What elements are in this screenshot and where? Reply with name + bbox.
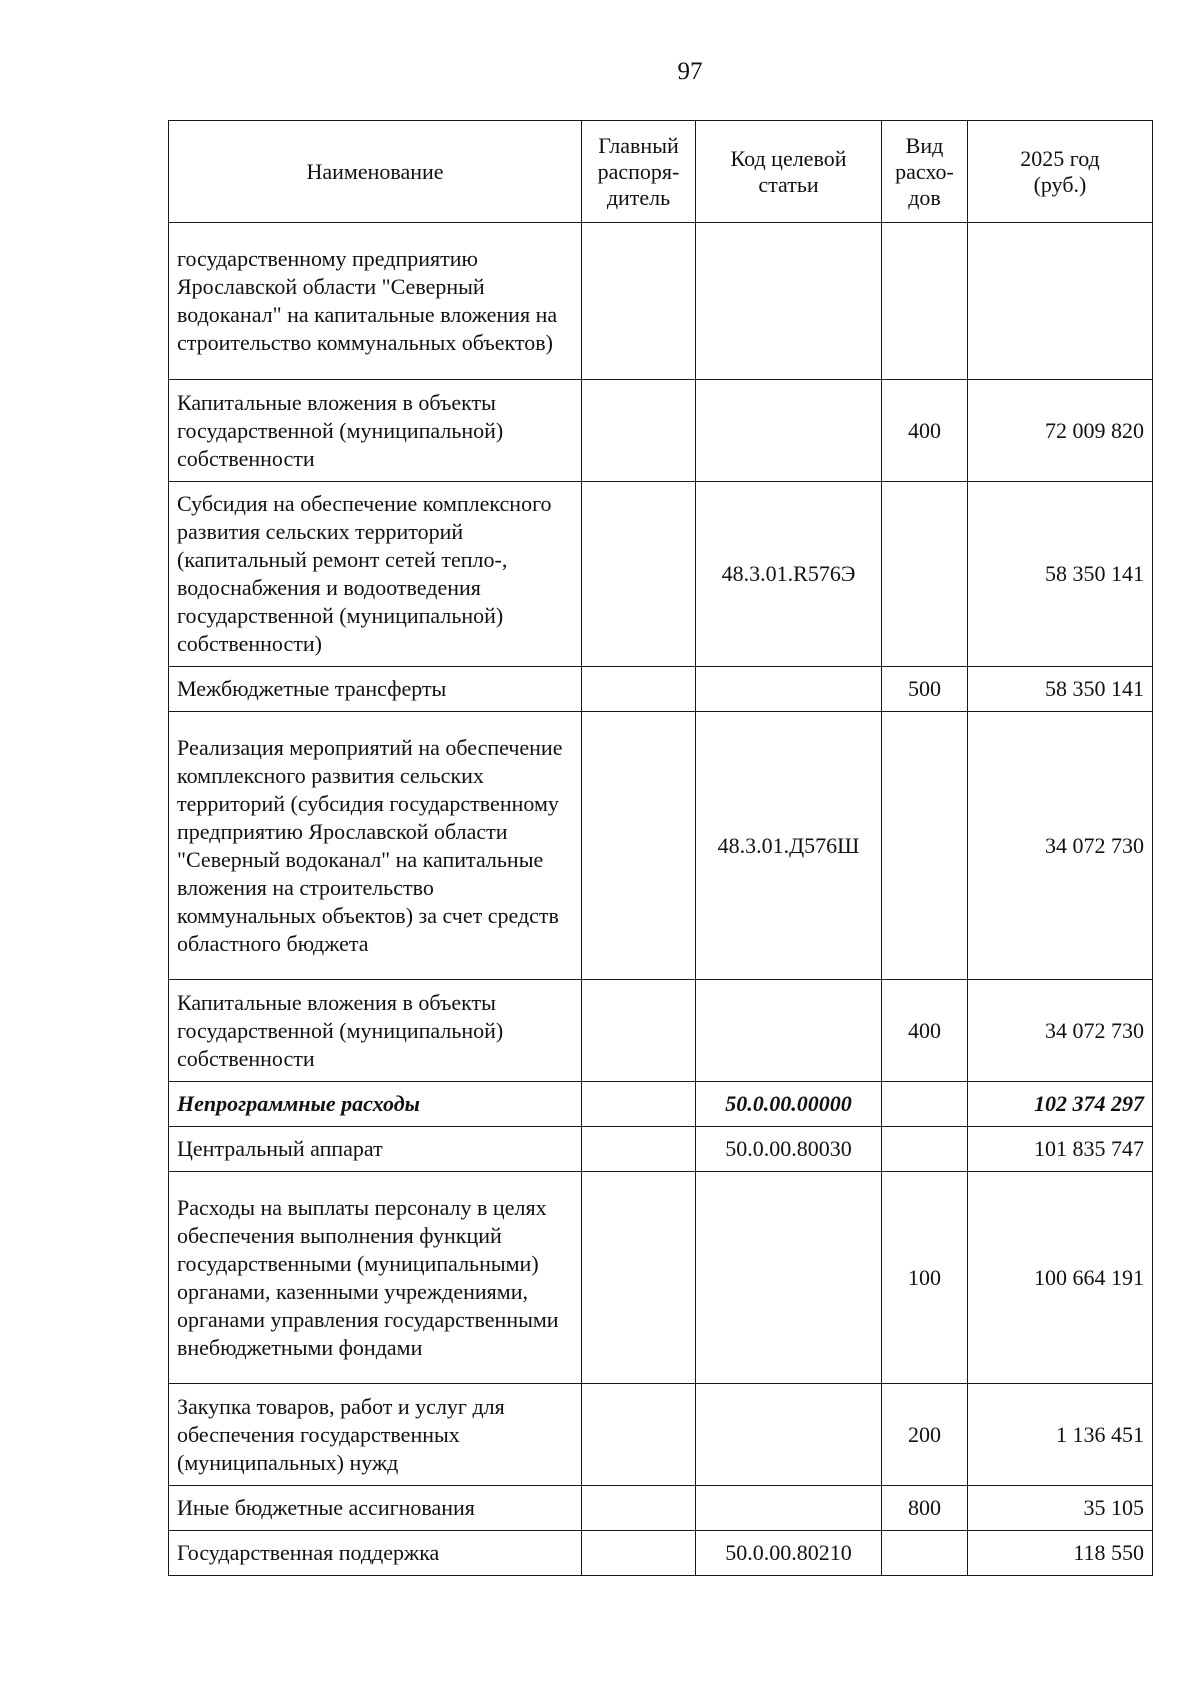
cell-vid — [882, 712, 968, 980]
cell-name: Непрограммные расходы — [169, 1082, 582, 1127]
cell-glavny — [582, 482, 696, 667]
cell-vid: 800 — [882, 1486, 968, 1531]
header-glavny: Главный распоря-дитель — [582, 121, 696, 223]
table-row — [169, 667, 1153, 712]
cell-amount: 102 374 297 — [968, 1082, 1153, 1127]
cell-name: Реализация мероприятий на обеспечение комплексного развития сельских территорий (субсидия государственному предприятию Ярославской области "Северный водоканал" на капитальные вложения на строительство коммунальных объектов) за счет средств областного бюджета — [169, 712, 582, 980]
table-row — [169, 1486, 1153, 1531]
budget-table — [168, 120, 1153, 1576]
cell-name: государственному предприятию Ярославской области "Северный водоканал" на капитальные вложения на строительство коммунальных объектов) — [169, 223, 582, 380]
table-row — [169, 482, 1153, 667]
cell-name: Капитальные вложения в объекты государственной (муниципальной) собственности — [169, 380, 582, 482]
cell-code — [696, 667, 882, 712]
cell-glavny — [582, 667, 696, 712]
header-code: Код целевой статьи — [696, 121, 882, 223]
table-row — [169, 1172, 1153, 1384]
table-header — [169, 121, 1153, 223]
cell-amount: 101 835 747 — [968, 1127, 1153, 1172]
cell-amount: 100 664 191 — [968, 1172, 1153, 1384]
cell-name: Субсидия на обеспечение комплексного развития сельских территорий (капитальный ремонт сетей тепло-, водоснабжения и водоотведения государственной (муниципальной) собственности) — [169, 482, 582, 667]
table-row-section-total — [169, 1082, 1153, 1127]
cell-name: Межбюджетные трансферты — [169, 667, 582, 712]
cell-glavny — [582, 1384, 696, 1486]
cell-code: 50.0.00.80210 — [696, 1531, 882, 1576]
cell-code — [696, 380, 882, 482]
table-row — [169, 980, 1153, 1082]
cell-vid — [882, 482, 968, 667]
cell-glavny — [582, 223, 696, 380]
cell-name: Расходы на выплаты персоналу в целях обеспечения выполнения функций государственными (муниципальными) органами, казенными учреждениями, органами управления государственными внебюджетными фондами — [169, 1172, 582, 1384]
cell-amount: 34 072 730 — [968, 712, 1153, 980]
cell-vid: 400 — [882, 380, 968, 482]
cell-name: Государственная поддержка — [169, 1531, 582, 1576]
cell-name: Иные бюджетные ассигнования — [169, 1486, 582, 1531]
table-row — [169, 712, 1153, 980]
header-amount: 2025 год (руб.) — [968, 121, 1153, 223]
cell-code: 48.3.01.R576Э — [696, 482, 882, 667]
cell-glavny — [582, 1172, 696, 1384]
cell-vid — [882, 1082, 968, 1127]
header-vid: Вид расхо-дов — [882, 121, 968, 223]
cell-code: 48.3.01.Д576Ш — [696, 712, 882, 980]
header-name: Наименование — [169, 121, 582, 223]
table-row — [169, 1531, 1153, 1576]
cell-glavny — [582, 980, 696, 1082]
cell-amount: 118 550 — [968, 1531, 1153, 1576]
cell-name: Закупка товаров, работ и услуг для обеспечения государственных (муниципальных) нужд — [169, 1384, 582, 1486]
cell-amount: 72 009 820 — [968, 380, 1153, 482]
cell-code — [696, 1384, 882, 1486]
cell-vid: 400 — [882, 980, 968, 1082]
cell-glavny — [582, 1486, 696, 1531]
cell-vid: 500 — [882, 667, 968, 712]
cell-code — [696, 223, 882, 380]
cell-glavny — [582, 1531, 696, 1576]
cell-glavny — [582, 712, 696, 980]
cell-code — [696, 980, 882, 1082]
header-row — [169, 121, 1153, 223]
table-row — [169, 1127, 1153, 1172]
cell-code: 50.0.00.80030 — [696, 1127, 882, 1172]
cell-glavny — [582, 1082, 696, 1127]
cell-vid: 200 — [882, 1384, 968, 1486]
table-row — [169, 380, 1153, 482]
cell-code — [696, 1486, 882, 1531]
cell-amount: 58 350 141 — [968, 667, 1153, 712]
cell-amount: 34 072 730 — [968, 980, 1153, 1082]
cell-vid — [882, 1127, 968, 1172]
table-row — [169, 223, 1153, 380]
cell-code — [696, 1172, 882, 1384]
cell-amount: 1 136 451 — [968, 1384, 1153, 1486]
cell-code: 50.0.00.00000 — [696, 1082, 882, 1127]
cell-glavny — [582, 380, 696, 482]
cell-amount: 35 105 — [968, 1486, 1153, 1531]
table-body — [169, 223, 1153, 1576]
table-row — [169, 1384, 1153, 1486]
cell-glavny — [582, 1127, 696, 1172]
cell-vid — [882, 1531, 968, 1576]
cell-vid — [882, 223, 968, 380]
cell-name: Капитальные вложения в объекты государственной (муниципальной) собственности — [169, 980, 582, 1082]
cell-amount: 58 350 141 — [968, 482, 1153, 667]
cell-vid: 100 — [882, 1172, 968, 1384]
cell-name: Центральный аппарат — [169, 1127, 582, 1172]
cell-amount — [968, 223, 1153, 380]
page-number: 97 — [677, 58, 703, 85]
